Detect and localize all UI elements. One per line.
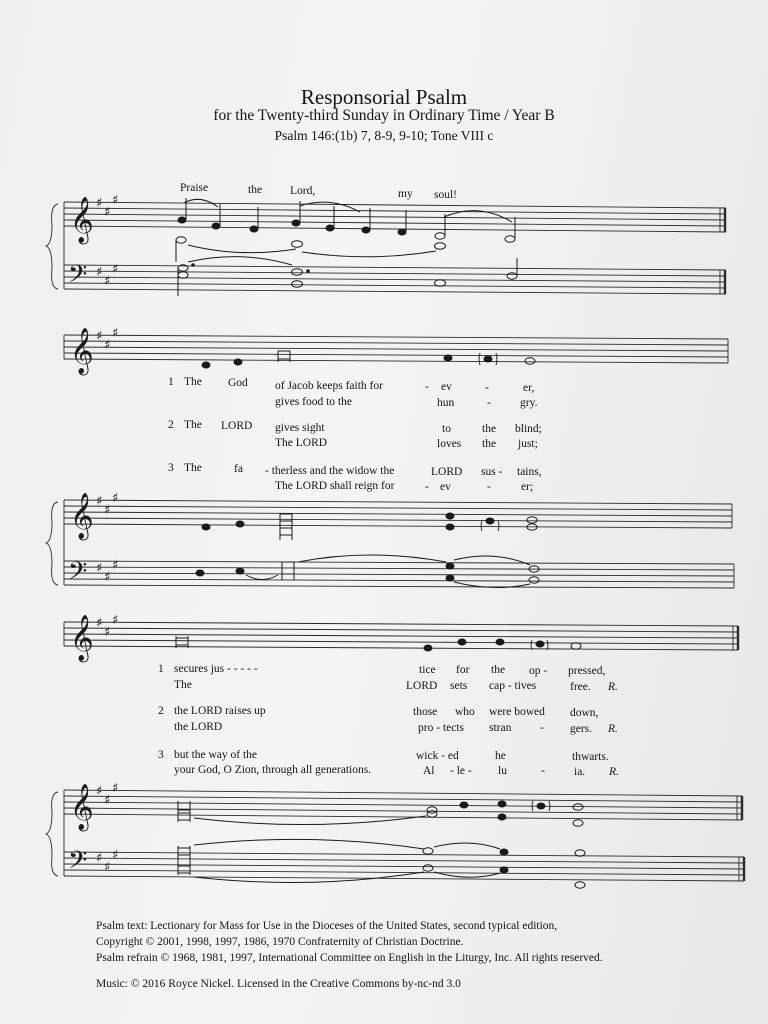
footer-line: Music: © 2016 Royce Nickel. Licensed in the Creative Commons by-nc-nd 3.0	[96, 978, 461, 990]
bass-clef-glyph: 𝄢	[68, 846, 88, 881]
staff-treble-verse2-lower	[64, 790, 742, 820]
refrain-word: soul!	[434, 189, 457, 201]
svg-text:♯: ♯	[104, 860, 111, 875]
bass-clef-glyph: 𝄢	[68, 260, 88, 295]
treble-clef-glyph: 𝄞	[70, 784, 94, 830]
refrain-word: Praise	[180, 182, 209, 194]
svg-text:♯: ♯	[112, 613, 119, 628]
psalm-reference: Psalm 146:(1b) 7, 8-9, 9-10; Tone VIII c	[274, 128, 494, 143]
staff-bass-refrain	[64, 265, 726, 294]
refrain-word: the	[248, 184, 263, 196]
svg-text:♯: ♯	[112, 491, 119, 506]
svg-text:♯: ♯	[104, 205, 111, 220]
treble-clef-glyph: 𝄞	[70, 328, 94, 374]
footer-line: Psalm refrain © 1968, 1981, 1997, International Committee on English in the Liturgy, Inc. All rights reserved.	[96, 952, 603, 964]
svg-text:♯: ♯	[96, 265, 103, 280]
svg-text:♯: ♯	[96, 329, 103, 344]
page-title: Responsorial Psalm	[300, 85, 468, 109]
key-signatures	[96, 193, 118, 875]
footer-line: Copyright © 2001, 1998, 1997, 1986, 1970 Confraternity of Christian Doctrine.	[96, 936, 464, 948]
refrain-word: Lord,	[290, 185, 316, 197]
treble-clef-glyph: 𝄞	[70, 493, 94, 539]
svg-text:♯: ♯	[96, 494, 103, 509]
treble-clef-glyph: 𝄞	[70, 615, 94, 661]
staff-treble-verse1	[64, 335, 728, 363]
svg-text:♯: ♯	[96, 616, 103, 631]
staff-treble-verse2	[64, 622, 738, 650]
staff-treble-refrain	[64, 202, 726, 232]
svg-text:♯: ♯	[112, 558, 119, 573]
verse1-slurs	[246, 555, 530, 588]
bass-clef-glyph: 𝄢	[68, 557, 88, 592]
svg-text:♯: ♯	[104, 503, 111, 518]
footer-line: Psalm text: Lectionary for Mass for Use in the Dioceses of the United States, second typical edition,	[96, 920, 558, 932]
staff-treble-verse1-lower	[64, 500, 732, 528]
svg-text:♯: ♯	[112, 193, 119, 208]
svg-text:♯: ♯	[104, 274, 111, 289]
verse2-lower-notes	[178, 801, 585, 888]
svg-text:♯: ♯	[112, 781, 119, 796]
verse1-treble-notes	[202, 351, 535, 368]
svg-text:♯: ♯	[96, 196, 103, 211]
svg-text:♯: ♯	[96, 784, 103, 799]
treble-clef-glyph: 𝄞	[70, 197, 94, 243]
staff-bass-verse2-lower	[64, 852, 744, 881]
svg-text:♯: ♯	[112, 326, 119, 341]
svg-text:♯: ♯	[104, 625, 111, 640]
refrain-word: my	[398, 188, 413, 200]
staff-bass-verse1-lower	[64, 561, 734, 588]
svg-text:♯: ♯	[96, 561, 103, 576]
refrain-slurs	[184, 199, 512, 256]
svg-text:♯: ♯	[96, 851, 103, 866]
svg-text:♯: ♯	[104, 570, 111, 585]
svg-text:♯: ♯	[112, 848, 119, 863]
svg-text:♯: ♯	[112, 262, 119, 277]
svg-text:♯: ♯	[104, 338, 111, 353]
sheet-music-page: Responsorial Psalm for the Twenty-third Sunday in Ordinary Time / Year B Psalm 146:(1b) 7, 8-9, 9-10; Tone VIII c Praise the Lord, my soul! 𝄞 𝄢 𝄞 𝄞 𝄢 𝄞 𝄞 𝄢 ♯ ♯ ♯ ♯ ♯ ♯ ♯ ♯ ♯ ♯ ♯ ♯ ♯ ♯ ♯ ♯ ♯ ♯ ♯ ♯ ♯ ♯ ♯ ♯ 1 The God of Jacob keeps faith for - ev - er, gives food to the hun - gry. 2 The LORD gives sight to the blind; The LORD loves the just; 3 The fa - therless and the widow the LORD sus - tains, The LORD shall reign for - ev - er; 1 secures jus - - - - - tice for the op - pressed, The LORD sets cap - tives free. R. 2 the LORD raises up those who were bowed down, the LORD pro - tects stran - gers. R. 3 but the way of the wick - ed he thwarts. your God, O Zion, through all generations. Al - le - lu - ia. R. Psalm text: Lectionary for Mass for Use in the Dioceses of the United States, second typical edition, Copyright © 2001, 1998, 1997, 1986, 1970 Confraternity of Christian Doctrine. Psalm refrain © 1968, 1981, 1997, International Committee on English in the Liturgy, Inc. All rights reserved. Music: © 2016 Royce Nickel. Licensed in the Creative Commons by-nc-nd 3.0	[0, 0, 768, 1024]
svg-text:♯: ♯	[104, 793, 111, 808]
page-subtitle: for the Twenty-third Sunday in Ordinary Time / Year B	[213, 107, 555, 124]
verse1-lower-notes	[196, 513, 539, 583]
